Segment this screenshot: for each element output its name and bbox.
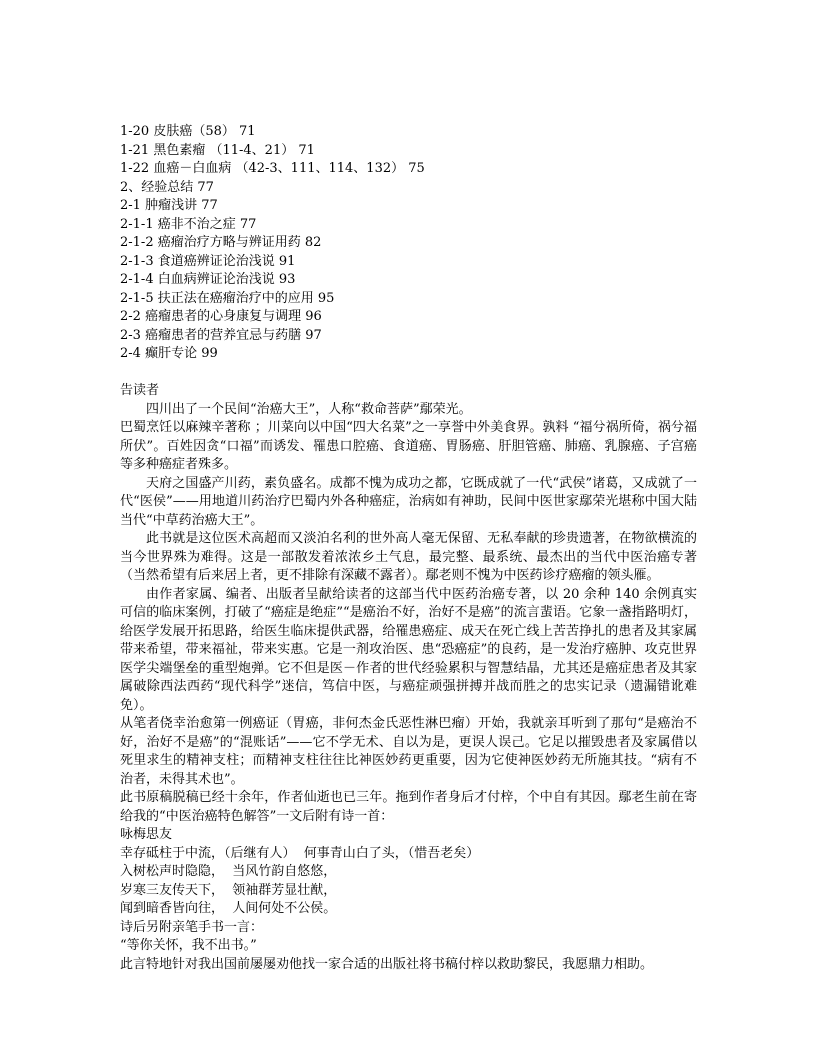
toc-entry: 1-20 皮肤癌（58） 71 bbox=[120, 124, 256, 139]
paragraph: 从笔者侥幸治愈第一例癌证（胃癌，非何杰金氏恶性淋巴瘤）开始，我就亲耳听到了那句“是癌治不好，治好不是癌”的“混账话”——它不学无术、自以为是，更误人误己。它足以摧毁患者及家属借以死里求生的精神支柱；而精神支柱往往比神医妙药更重要，因为它使神医妙药无所施其技。“病有不治者，未得其术也”。 bbox=[120, 716, 697, 787]
poem-line: 岁寒三友传天下， 领袖群芳显壮猷， bbox=[120, 882, 337, 898]
poem bbox=[120, 845, 697, 919]
poem-line: 入树松声时隐隐， 当风竹韵自悠悠， bbox=[120, 864, 337, 879]
toc-entry: 2-4 癫肝专论 99 bbox=[120, 346, 218, 361]
toc-entry: 1-22 血癌－白血病 （42-3、111、114、132） 75 bbox=[120, 161, 425, 176]
paragraph: 由作者家属、编者、出版者呈献给读者的这部当代中医药治癌专著，以 20 余种 140 余例真实可信的临床案例，打破了“癌症是绝症”“是癌治不好，治好不是癌”的流言蜚语。它象一盏指路明灯，给医学发展开拓思路，给医生临床提供武器，给罹患癌症、成天在死亡线上苦苦挣扎的患者及其家属带来希望，带来福祉，带来实惠。它是一剂攻治医、患“恐癌症”的良药，是一发治疗癌肿、攻克世界医学尖端堡垒的重型炮弹。它不但是医－作者的世代经验累积与智慧结晶，尤其还是癌症患者及其家属破除西法西药“现代科学”迷信，笃信中医，与癌症顽强拼搏并战而胜之的忠实记录（遗漏错讹难免）。 bbox=[120, 586, 697, 713]
toc-entry: 2-1 肿瘤浅讲 77 bbox=[120, 198, 218, 213]
toc-entry: 2-1-4 白血病辨证论治浅说 93 bbox=[120, 272, 296, 287]
document-page bbox=[120, 123, 697, 974]
paragraph: 天府之国盛产川药，素负盛名。成都不愧为成功之都，它既成就了一代“武侯”诸葛，又成就了一代“医侯”——用地道川药治疗巴蜀内外各种癌症，治病如有神助，民间中医世家鄢荣光堪称中国大陆当代“中草药治癌大王”。 bbox=[120, 475, 697, 528]
section-gap bbox=[120, 364, 697, 383]
paragraph: 诗后另附亲笔手书一言： bbox=[120, 919, 264, 935]
toc-entry: 2-2 癌瘤患者的心身康复与调理 96 bbox=[120, 309, 322, 324]
toc-entry: 2-3 癌瘤患者的营养宜忌与药膳 97 bbox=[120, 327, 322, 343]
toc-entry: 2-1-3 食道癌辨证论治浅说 91 bbox=[120, 253, 296, 269]
quote: “等你关怀，我不出书。” bbox=[120, 938, 257, 953]
toc-entry: 1-21 黑色素瘤 （11-4、21） 71 bbox=[120, 142, 315, 158]
toc-entry: 2-1-5 扶正法在癌瘤治疗中的应用 95 bbox=[120, 290, 335, 306]
section-heading: 告读者 bbox=[120, 383, 160, 398]
poem-line: 幸存砥柱于中流，（后继有人） 何事青山白了头，（惜吾老矣） bbox=[120, 845, 480, 861]
paragraph: 此书就是这位医术高超而又淡泊名利的世外高人毫无保留、无私奉献的珍贵遗著，在物欲横流的当今世界殊为难得。这是一部散发着浓浓乡土气息，最完整、最系统、最杰出的当代中医治癌专著（当然希望有后来居上者，更不排除有深藏不露者）。鄢老则不愧为中医药诊疗癌瘤的领头雁。 bbox=[120, 531, 697, 583]
poem-title: 咏梅思友 bbox=[120, 827, 173, 842]
poem-line: 闻到暗香皆向往， 人间何处不公侯。 bbox=[120, 901, 337, 916]
toc-entry: 2、经验总结 77 bbox=[120, 179, 214, 195]
toc-entry: 2-1-2 癌瘤治疗方略与辨证用药 82 bbox=[120, 235, 322, 250]
paragraph: 巴蜀烹饪以麻辣辛著称 ；川菜向以中国“四大名菜”之一享誉中外美食界。孰料 “福兮祸所倚，祸兮福所伏”。百姓因贪“口福”而诱发、罹患口腔癌、食道癌、胃肠癌、肝胆管癌、肺癌、乳腺癌、子宫癌等多种癌症者殊多。 bbox=[120, 420, 697, 472]
paragraph: 四川出了一个民间“治癌大王”，人称“救命菩萨”鄢荣光。 bbox=[146, 401, 472, 417]
paragraph: 此书原稿脱稿已经十余年，作者仙逝也已三年。拖到作者身后才付梓，个中自有其因。鄢老生前在寄给我的“中医治癌特色解答”一文后附有诗一首： bbox=[120, 790, 697, 824]
notice-section bbox=[120, 382, 697, 974]
paragraph: 此言特地针对我出国前屡屡劝他找一家合适的出版社将书稿付梓以救助黎民，我愿鼎力相助。 bbox=[120, 956, 654, 972]
toc-entry: 2-1-1 癌非不治之症 77 bbox=[120, 216, 257, 232]
table-of-contents bbox=[120, 123, 697, 364]
